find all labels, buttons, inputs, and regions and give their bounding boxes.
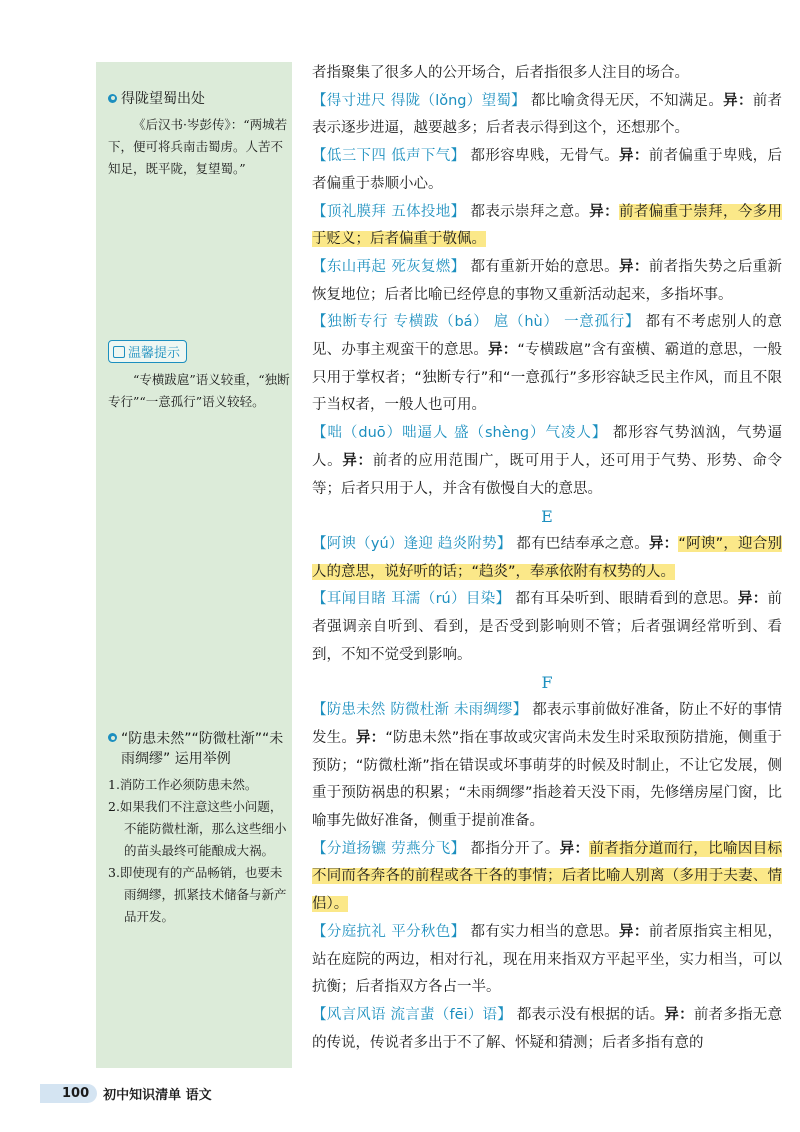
entry: 【分庭抗礼 平分秋色】 都有实力相当的意思。异：前者原指宾主相见，站在庭院的两边，相对行礼，现在用来指双方平起平坐，实力相当，可以抗衡；后者指双方各占一半。 xyxy=(312,923,783,996)
entry: 【防患未然 防微杜渐 未雨绸缪】 都表示事前做好准备，防止不好的事情发生。异：“防患未然”指在事故或灾害尚未发生时采取预防措施，侧重于预防；“防微杜渐”指在错误或坏事萌芽的时候及时制止，不让它发展，侧重于预防祸患的积累；“未雨绸缪”指趁着天没下雨，先修缮房屋门窗，比喻事先做好准备，侧重于提前准备。 xyxy=(312,702,782,829)
section-letter: F xyxy=(541,673,553,693)
origin-title: 得陇望蜀出处 xyxy=(108,88,290,108)
entry: 【东山再起 死灰复燃】 都有重新开始的意思。异：前者指失势之后重新恢复地位；后者比喻已经停息的事物又重新活动起来，多指坏事。 xyxy=(312,258,783,303)
entry: 【风言风语 流言蜚（fēi）语】 都表示没有根据的话。异：前者多指无意的传说，传说者多出于不了解、怀疑和猜测；后者多指有意的 xyxy=(312,1006,783,1051)
entry-term: 【东山再起 死灰复燃】 xyxy=(312,258,466,275)
origin-text: 《后汉书·岑彭传》：“两城若下，便可将兵南击蜀虏。人苦不知足，既平陇，复望蜀。” xyxy=(108,117,288,176)
entry-term: 【风言风语 流言蜚（fēi）语】 xyxy=(312,1006,513,1023)
highlight: 前者偏重于崇拜，今多用于贬义；后者偏重于敬佩。 xyxy=(312,203,783,248)
usage-item: 2.如果我们不注意这些小问题，不能防微杜渐，那么这些细小的苗头最终可能酿成大祸。 xyxy=(108,799,287,858)
bullet-icon xyxy=(108,94,117,103)
entry: 【顶礼膜拜 五体投地】 都表示崇拜之意。异：前者偏重于崇拜，今多用于贬义；后者偏重于敬佩。 xyxy=(312,203,783,248)
usage-item: 3.即使现有的产品畅销，也要未雨绸缪，抓紧技术储备与新产品开发。 xyxy=(108,865,287,924)
pencil-note-icon xyxy=(113,346,125,358)
usage-title: “防患未然”“防微杜渐”“未雨绸缪” 运用举例 xyxy=(108,728,290,768)
entry: 【耳闻目睹 耳濡（rú）目染】 都有耳朵听到、眼睛看到的意思。异：前者强调亲自听到、看到，是否受到影响则不管；后者强调经常听到、看到，不知不觉受到影响。 xyxy=(312,591,783,663)
tip-text: “专横跋扈”语义较重，“独断专行”“一意孤行”语义较轻。 xyxy=(108,372,290,409)
entry-term: 【得寸进尺 得陇（lǒng）望蜀】 xyxy=(312,92,526,109)
entry-term: 【低三下四 低声下气】 xyxy=(312,148,466,165)
entry: 【咄（duō）咄逼人 盛（shèng）气凌人】 都形容气势汹汹，气势逼人。异：前者的应用范围广，既可用于人，还可用于气势、形势、命令等；后者只用于人，并含有傲慢自大的意思。 xyxy=(312,425,783,497)
origin-note xyxy=(108,88,290,180)
entry-term: 【耳闻目睹 耳濡（rú）目染】 xyxy=(312,591,511,608)
entry: 【独断专行 专横跋（bá） 扈（hù） 一意孤行】 都有不考虑别人的意见、办事主观蛮干的意思。异：“专横跋扈”含有蛮横、霸道的意思，一般只用于掌权者；“独断专行”和“一意孤行”多形容缺乏民主作风，而且不限于当权者，一般人也可用。 xyxy=(312,314,783,414)
section-letter: E xyxy=(541,507,553,527)
usage-note xyxy=(108,728,290,928)
entry-term: 【防患未然 防微杜渐 未雨绸缪】 xyxy=(312,702,528,719)
entry: 【得寸进尺 得陇（lǒng）望蜀】 都比喻贪得无厌，不知满足。异：前者表示逐步进逼，越要越多；后者表示得到这个，还想那个。 xyxy=(312,92,783,137)
main-content xyxy=(312,60,782,1057)
highlight: “阿谀”，迎合别人的意思，说好听的话；“趋炎”，奉承依附有权势的人。 xyxy=(312,535,783,580)
entry-term: 【顶礼膜拜 五体投地】 xyxy=(312,203,466,220)
tip-badge: 温馨提示 xyxy=(108,340,187,363)
entry-term: 【独断专行 专横跋（bá） 扈（hù） 一意孤行】 xyxy=(312,314,641,331)
paragraph: 者指聚集了很多人的公开场合，后者指很多人注目的场合。 xyxy=(312,65,689,81)
entry-term: 【阿谀（yú）逢迎 趋炎附势】 xyxy=(312,535,512,552)
bullet-icon xyxy=(108,733,117,742)
footer-title: 初中知识清单 语文 xyxy=(103,1087,212,1103)
usage-list xyxy=(108,774,290,928)
usage-item: 1.消防工作必须防患未然。 xyxy=(108,777,258,792)
entry-term: 【分道扬镳 劳燕分飞】 xyxy=(312,840,466,857)
page-number: 100 xyxy=(40,1084,97,1103)
entry: 【低三下四 低声下气】 都形容卑贱，无骨气。异：前者偏重于卑贱，后者偏重于恭顺小心。 xyxy=(312,148,783,192)
page-footer xyxy=(40,1082,212,1104)
highlight: 前者指分道而行，比喻因目标不同而各奔各的前程或各干各的事情；后者比喻人别离（多用于夫妻、情侣）。 xyxy=(312,840,783,913)
entry-term: 【分庭抗礼 平分秋色】 xyxy=(312,923,466,940)
entry: 【阿谀（yú）逢迎 趋炎附势】 都有巴结奉承之意。异：“阿谀”，迎合别人的意思，说好听的话；“趋炎”，奉承依附有权势的人。 xyxy=(312,535,783,580)
entry-term: 【咄（duō）咄逼人 盛（shèng）气凌人】 xyxy=(312,425,608,442)
entry: 【分道扬镳 劳燕分飞】 都指分开了。异：前者指分道而行，比喻因目标不同而各奔各的前程或各干各的事情；后者比喻人别离（多用于夫妻、情侣）。 xyxy=(312,840,783,913)
tip-note xyxy=(108,340,290,413)
